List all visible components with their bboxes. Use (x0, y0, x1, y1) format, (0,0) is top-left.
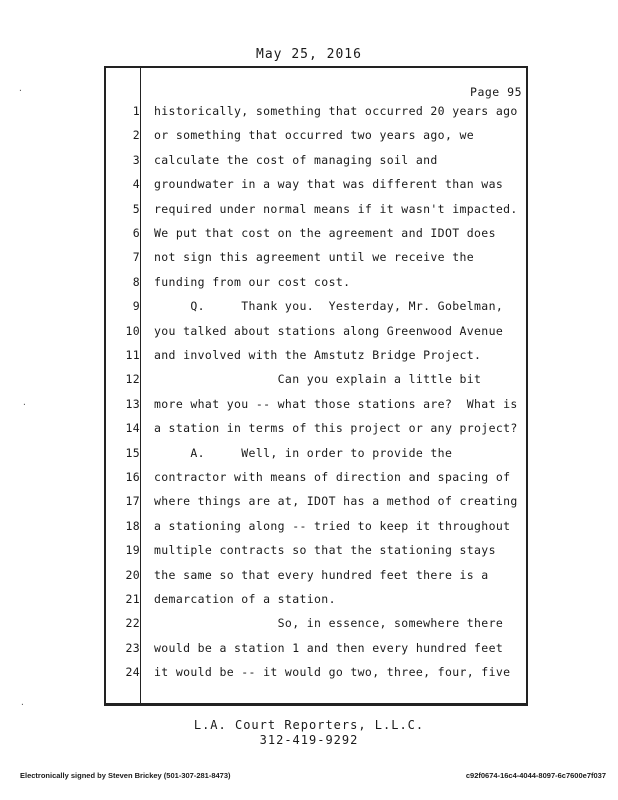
transcript-line (104, 616, 528, 640)
line-text: or something that occurred two years ago, we (154, 128, 475, 143)
line-number: 9 (132, 299, 140, 314)
line-number: 18 (125, 518, 140, 533)
line-text: would be a station 1 and then every hundred feet (154, 640, 504, 655)
line-text: required under normal means if it wasn't impacted. (154, 201, 518, 216)
line-text: funding from our cost cost. (154, 274, 351, 289)
transcript-line (104, 324, 528, 348)
line-text: it would be -- it would go two, three, four, five (154, 665, 511, 680)
line-text: We put that cost on the agreement and IDOT does (154, 226, 496, 240)
line-text: the same so that every hundred feet there is a (154, 567, 489, 582)
transcript-line (104, 519, 528, 543)
page-number: Page 95 (470, 85, 522, 99)
transcript-line (104, 177, 528, 201)
transcript-line (104, 568, 528, 592)
line-text: A. Well, in order to provide the (154, 445, 453, 460)
transcript-line (104, 128, 528, 152)
header-date: May 25, 2016 (256, 47, 362, 62)
scan-speck: · (22, 400, 27, 409)
line-text: Can you explain a little bit (154, 372, 482, 387)
transcript-line (104, 275, 528, 299)
line-number: 8 (132, 274, 140, 289)
line-number: 21 (125, 592, 140, 606)
transcript-line (104, 104, 528, 128)
line-number: 3 (132, 152, 140, 167)
transcript-line (104, 494, 528, 518)
line-number: 20 (125, 567, 140, 582)
line-number: 13 (125, 396, 140, 411)
line-text: you talked about stations along Greenwood Avenue (154, 323, 504, 338)
transcript-line (104, 250, 528, 274)
line-text: calculate the cost of managing soil and (154, 152, 438, 167)
line-number: 2 (132, 128, 140, 143)
line-text: multiple contracts so that the stationing stays (154, 543, 496, 558)
line-number: 11 (125, 348, 140, 362)
line-number: 4 (132, 177, 140, 192)
reporter-company: L.A. Court Reporters, L.L.C. (193, 718, 425, 732)
line-number: 16 (125, 470, 140, 484)
line-number: 12 (125, 372, 140, 387)
transcript-line (104, 470, 528, 494)
transcript-line (104, 202, 528, 226)
transcript-line (104, 641, 528, 665)
line-text: historically, something that occurred 20 years ago (154, 104, 518, 118)
transcript-line (104, 397, 528, 421)
line-number: 5 (132, 201, 140, 216)
scan-speck: · (18, 86, 23, 95)
line-text: Q. Thank you. Yesterday, Mr. Gobelman, (154, 299, 504, 314)
line-number: 10 (125, 323, 140, 338)
transcript-line (104, 665, 528, 689)
line-text: groundwater in a way that was different than was (154, 177, 504, 192)
line-text: contractor with means of direction and spacing of (154, 470, 511, 484)
line-text: a station in terms of this project or any project? (154, 421, 518, 436)
line-number: 1 (132, 104, 140, 118)
line-number: 22 (125, 616, 140, 631)
transcript-line (104, 421, 528, 445)
transcript-line (104, 299, 528, 323)
line-text: where things are at, IDOT has a method of creating (154, 494, 518, 509)
line-number: 14 (125, 421, 140, 436)
line-text: and involved with the Amstutz Bridge Project. (154, 348, 482, 362)
document-id: c92f0674-16c4-4044-8097-6c7600e7f037 (465, 771, 606, 780)
line-number: 19 (125, 543, 140, 558)
transcript-line (104, 543, 528, 567)
line-text: not sign this agreement until we receive the (154, 250, 475, 265)
transcript-line (104, 592, 528, 616)
line-number: 24 (125, 665, 140, 680)
electronic-signature: Electronically signed by Steven Brickey (501-307-281-8473) (20, 771, 231, 780)
scan-speck: · (20, 700, 25, 709)
line-text: more what you -- what those stations are? What is (154, 396, 518, 411)
line-number: 23 (125, 640, 140, 655)
line-text: a stationing along -- tried to keep it throughout (154, 518, 511, 533)
line-text: So, in essence, somewhere there (154, 616, 504, 631)
transcript-line (104, 226, 528, 250)
line-number: 15 (125, 445, 140, 460)
transcript-line (104, 372, 528, 396)
line-number: 17 (125, 494, 140, 509)
line-number: 6 (132, 226, 140, 240)
transcript-line (104, 153, 528, 177)
transcript-line (104, 446, 528, 470)
line-text: demarcation of a station. (154, 592, 336, 606)
reporter-phone: 312-419-9292 (259, 733, 359, 747)
line-number: 7 (132, 250, 140, 265)
transcript-line (104, 348, 528, 372)
